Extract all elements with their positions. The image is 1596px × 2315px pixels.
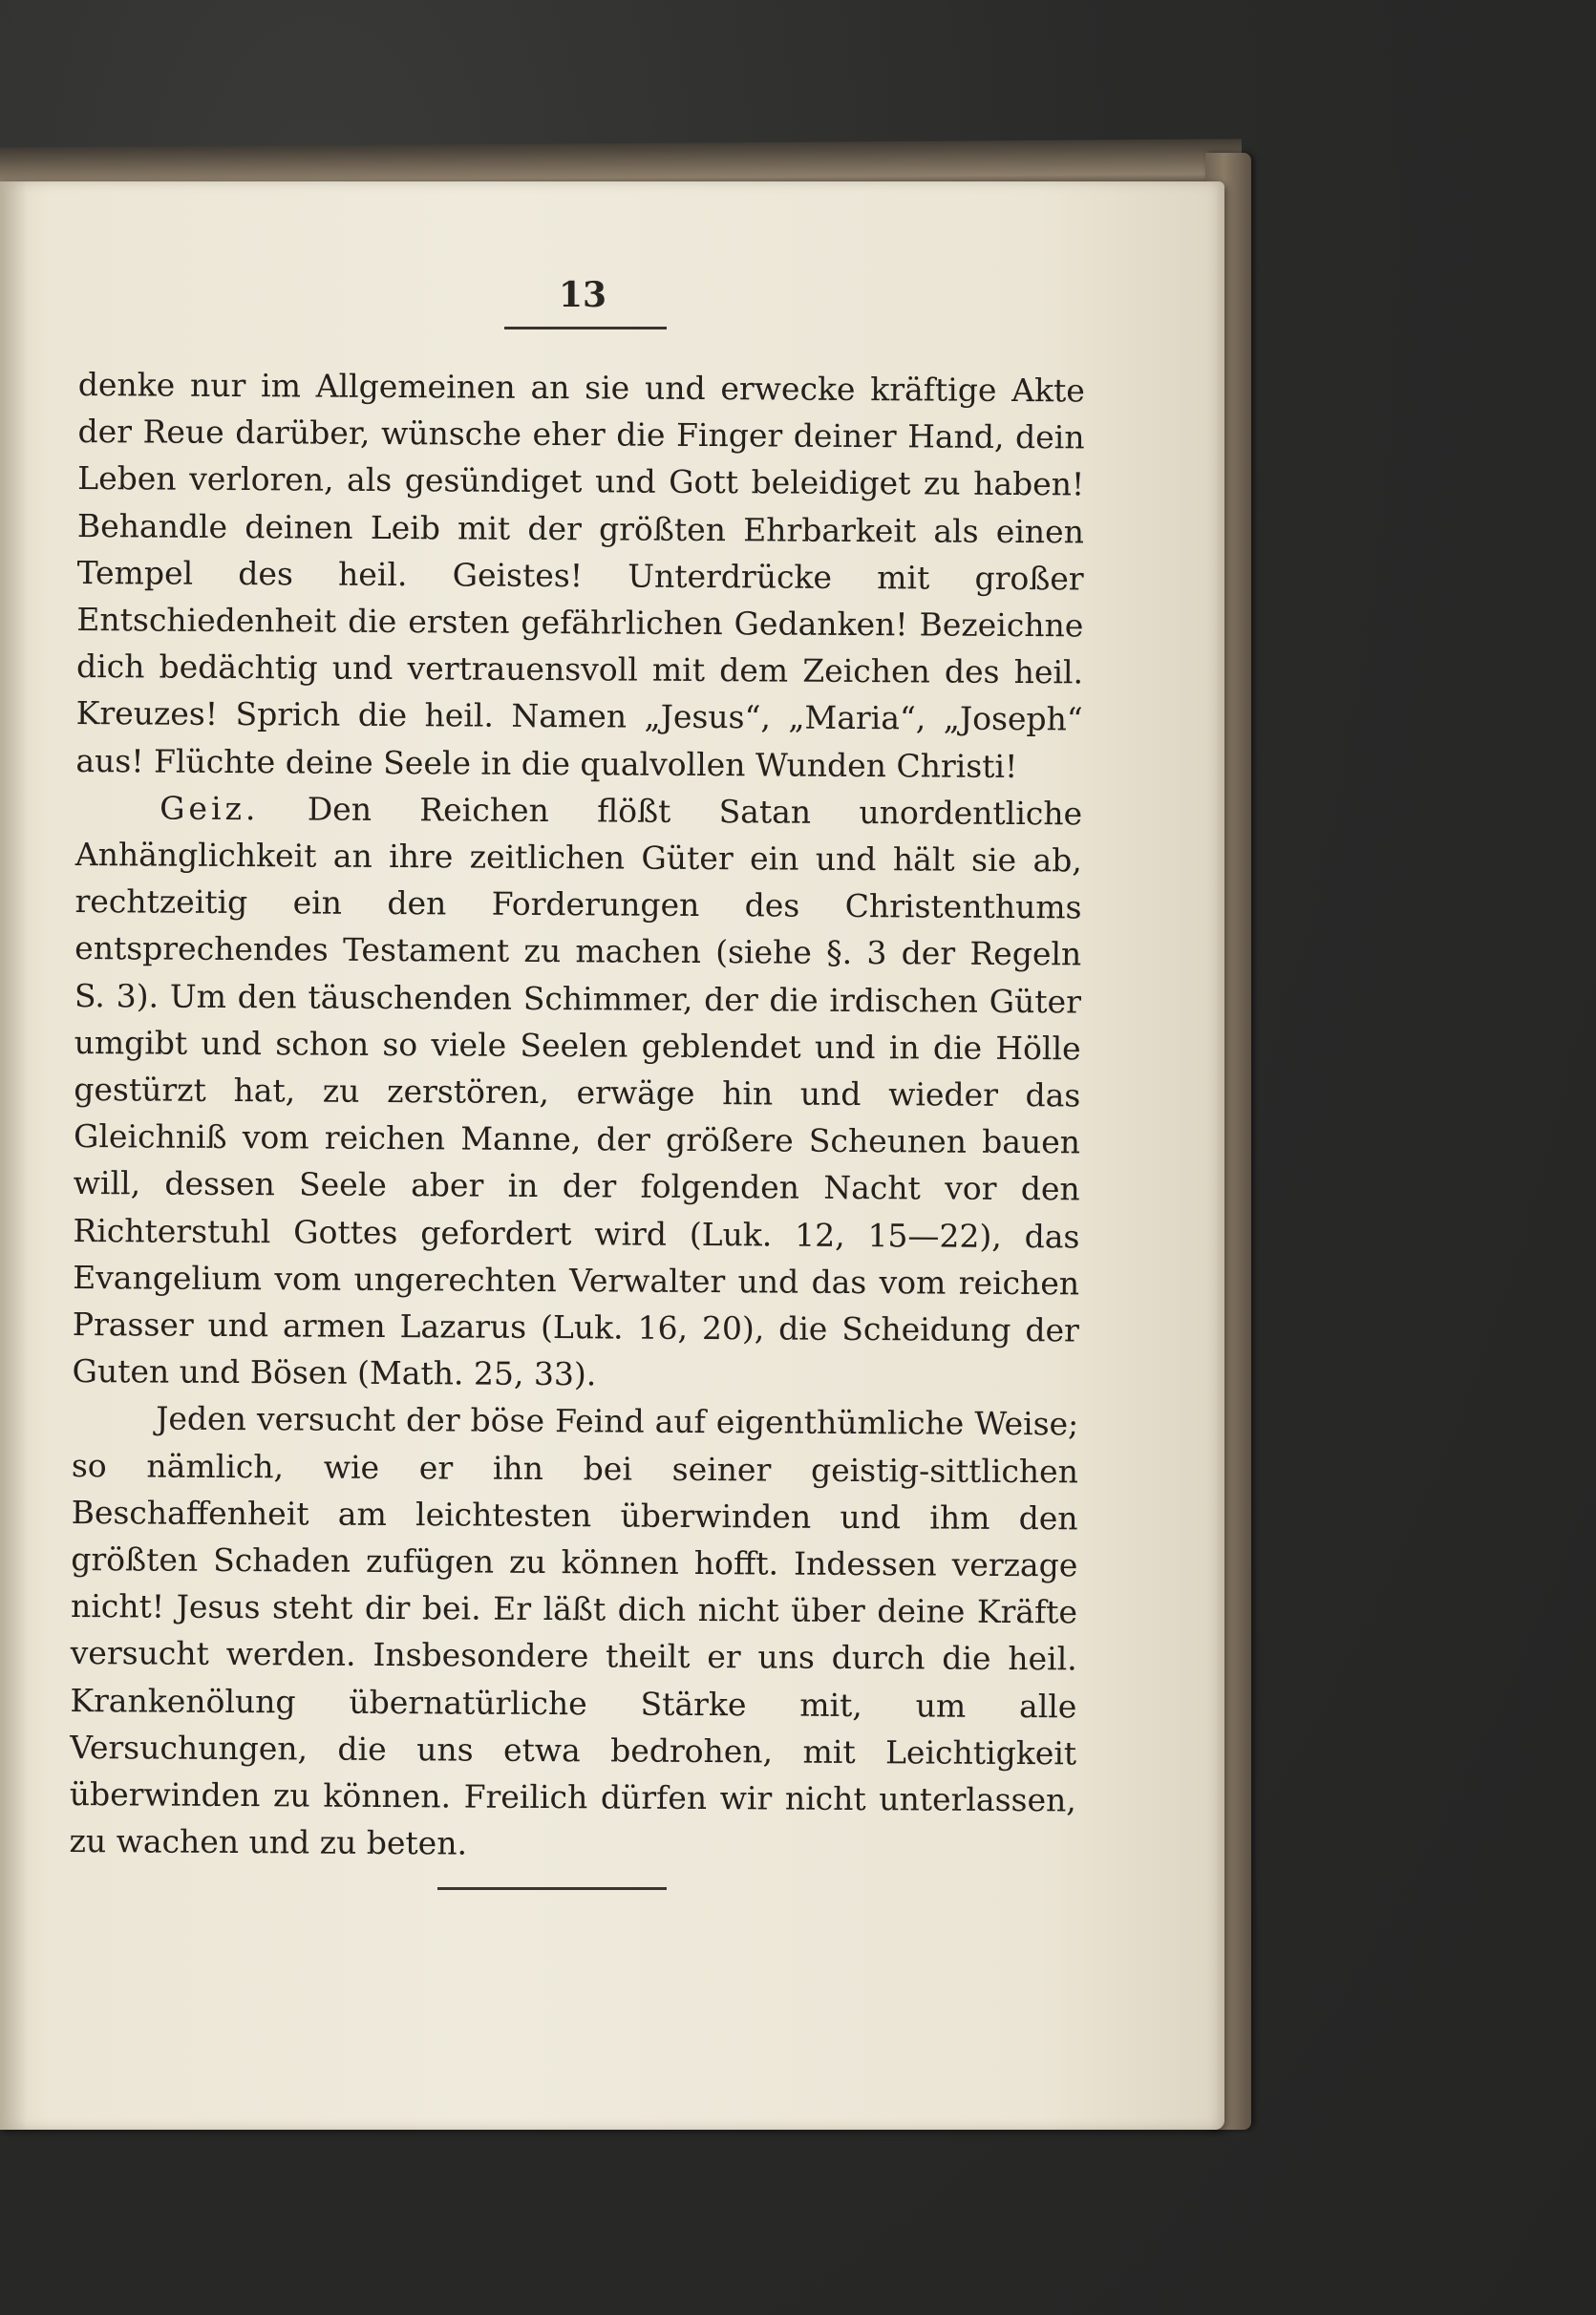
page-number: 13 [558, 275, 607, 315]
page-gutter-shadow [0, 181, 27, 2130]
header-rule [504, 327, 667, 329]
book-page [0, 181, 1224, 2130]
paragraph-2-lead: Geiz. [160, 789, 260, 827]
paragraph-1: denke nur im Allgemeinen an sie und erwecke kräftige Akte der Reue darüber, wünsche eher die Finger deiner Hand, dein Leben verloren, als gesündiget und Gott beleidiget zu haben! Behandle deinen Leib mit der größten Ehrbarkeit als einen Tempel des heil. Geistes! Unterdrücke mit großer Entschiedenheit die ersten gefährlichen Gedanken! Bezeichne dich bedächtig und vertrauensvoll mit dem Zeichen des heil. Kreuzes! Sprich die heil. Namen „Jesus“, „Maria“, „Joseph“ aus! Flüchte deine Seele in die qualvollen Wunden Christi! [75, 365, 1085, 785]
footer-rule [437, 1887, 667, 1890]
paragraph-2-text: Den Reichen flößt Satan unordentliche Anhänglichkeit an ihre zeitlichen Güter ein und hält sie ab, rechtzeitig ein den Forderungen des Christenthums entsprechendes Testament zu machen (siehe §. 3 der Regeln S. 3). Um den täuschenden Schimmer, der die irdischen Güter umgibt und schon so viele Seelen geblendet und in die Hölle gestürzt hat, zu zerstören, erwäge hin und wieder das Gleichniß vom reichen Manne, der größere Scheunen bauen will, dessen Seele aber in der folgenden Nacht vor den Richterstuhl Gottes gefordert wird (Luk. 12, 15—22), das Evangelium vom ungerechten Verwalter und das vom reichen Prasser und armen Lazarus (Luk. 16, 20), die Scheidung der Guten und Bösen (Math. 25, 33). [72, 789, 1083, 1393]
paragraph-2 [72, 784, 1082, 1401]
paragraph-3: Jeden versucht der böse Feind auf eigenthümliche Weise; so nämlich, wie er ihn bei seiner geistig-sittlichen Beschaffenheit am leichtesten überwinden und ihm den größten Schaden zufügen zu können hofft. Indessen verzage nicht! Jesus steht dir bei. Er läßt dich nicht über deine Kräfte versucht werden. Insbesondere theilt er uns durch die heil. Krankenölung übernatürliche Stärke mit, um alle Versuchungen, die uns etwa bedrohen, mit Leichtigkeit überwinden zu können. Freilich dürfen wir nicht unterlassen, zu wachen und zu beten. [69, 1399, 1079, 1862]
body-text [69, 361, 1085, 1871]
